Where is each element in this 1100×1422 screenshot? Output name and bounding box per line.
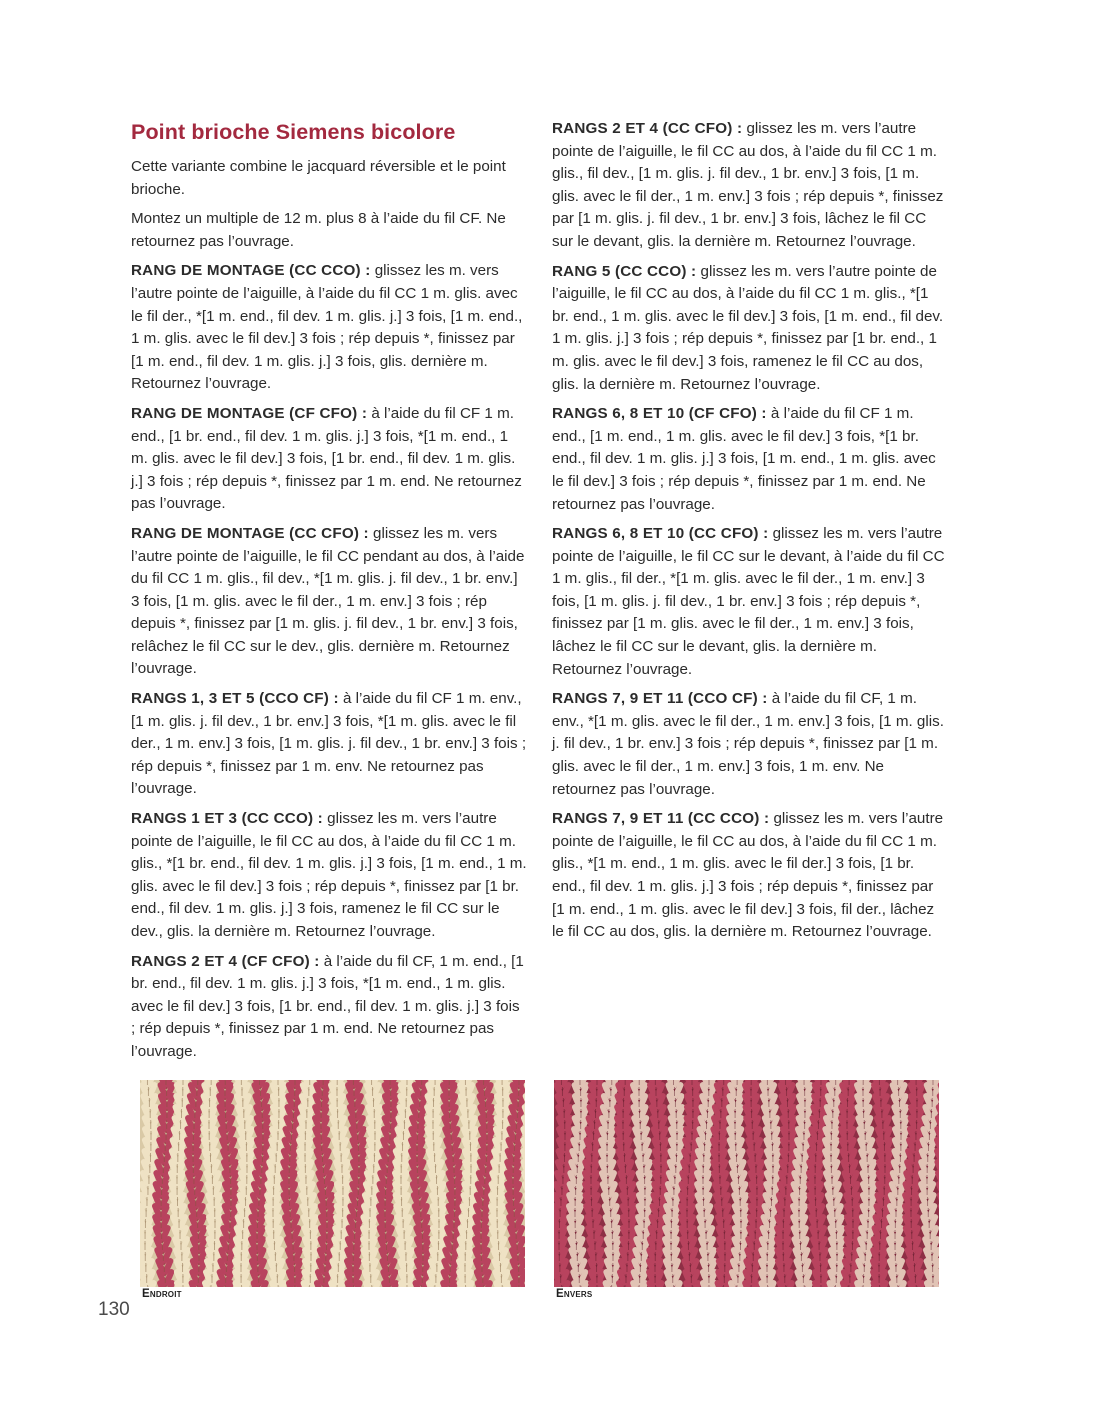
instruction-text: glissez les m. vers l’autre pointe de l’aiguille, à l’aide du fil CC 1 m. glis. avec le fil der., *[1 m. end., fil dev. 1 m. glis. j.] 3 fois, [1 m. end., 1 m. glis. avec le fil dev.] 3 fois ; rép depuis *, finissez par [1 m. end., fil dev. 1 m. glis. j.] 3 fois, glis. dernière m. Retournez l’ouvrage. [131, 262, 523, 393]
photo-endroit [140, 1080, 525, 1287]
instruction-text: glissez les m. vers l’autre pointe de l’aiguille, le fil CC au dos, à l’aide du fil CC 1 m. glis., *[1 br. end., fil dev. 1 m. glis. j.] 3 fois, [1 m. end., 1 m. glis. avec le fil dev.] 3 fois ; rép depuis *, finissez par [1 br. end., fil dev. 1 m. glis. j.] 3 fois, ramenez le fil CC sur le dev., glis. la dernière m. Retournez l’ouvrage. [131, 810, 527, 940]
instruction-text: glissez les m. vers l’autre pointe de l’aiguille, le fil CC au dos, à l’aide du fil CC 1 m. glis., *[1 m. end., 1 m. glis. avec le fil der.] 3 fois, [1 br. end., fil dev. 1 m. glis. j.] 3 fois ; rép depuis *, finissez par [1 m. end., 1 m. glis. avec le fil dev.] 3 fois, fil der., lâchez le fil CC au dos, glis. la dernière m. Retournez l’ouvrage. [552, 810, 944, 941]
instruction-text: à l’aide du fil CF 1 m. end., [1 m. end., 1 m. glis. avec le fil dev.] 3 fois, *[1 br. end., fil dev. 1 m. glis. j.] 3 fois, [1 m. end., 1 m. glis. avec le fil dev.] 3 fois ; rép depuis *, finissez par 1 m. end. Ne retournez pas l’ouvrage. [552, 405, 936, 513]
instruction-text: glissez les m. vers l’autre pointe de l’aiguille, le fil CC au dos, à l’aide du fil CC 1 m. glis., fil dev., [1 m. glis. j. fil dev., 1 br. env.] 3 fois, [1 m. glis. avec le fil der., 1 m. env.] 3 fois ; rép depuis *, finissez par [1 m. glis. j. fil dev., 1 br. env.] 3 fois, lâchez le fil CC sur le devant, glis. la dernière m. Retournez l’ouvrage. [552, 120, 944, 250]
caption-endroit: Endroit [142, 1288, 182, 1300]
row-heading: RANGS 6, 8 ET 10 (CF CFO) : [552, 405, 767, 423]
page-title: Point brioche Siemens bicolore [131, 120, 456, 144]
instruction-paragraph [131, 808, 527, 944]
row-heading: RANGS 7, 9 ET 11 (CCO CF) : [552, 690, 768, 708]
instruction-paragraph [131, 260, 527, 396]
knit-swatch-endroit-image [140, 1080, 525, 1287]
instruction-text: glissez les m. vers l’autre pointe de l’aiguille, le fil CC pendant au dos, à l’aide du fil CC 1 m. glis., fil dev., *[1 m. glis. j. fil dev., 1 br. env.] 3 fois, [1 m. glis. avec le fil der., 1 m. env.] 3 fois ; rép depuis *, finissez par [1 m. glis. j. fil dev., 1 br. env.] 3 fois, relâchez le fil CC sur le dev., glis. dernière m. Retournez l’ouvrage. [131, 524, 525, 678]
instruction-paragraph [552, 261, 948, 397]
caption-envers: Envers [556, 1288, 593, 1300]
row-heading: RANGS 6, 8 ET 10 (CC CFO) : [552, 525, 769, 543]
instruction-paragraph [131, 403, 527, 516]
instruction-text: à l’aide du fil CF 1 m. env., [1 m. glis. j. fil dev., 1 br. env.] 3 fois, *[1 m. glis. avec le fil der., 1 m. env.] 3 fois, [1 m. glis. j. fil dev., 1 br. env.] 3 fois ; rép depuis *, finissez par 1 m. env. Ne retournez pas l’ouvrage. [131, 690, 527, 798]
page-number: 130 [98, 1299, 130, 1320]
right-column [552, 118, 948, 951]
instruction-text: glissez les m. vers l’autre pointe de l’aiguille, le fil CC sur le devant, à l’aide du fil CC 1 m. glis., fil der., *[1 m. glis. avec le fil der., 1 m. env.] 3 fois, [1 m. glis. j. fil dev., 1 br. env.] 3 fois ; rép depuis *, finissez par [1 m. glis. avec le fil der., 1 m. env.] 3 fois, lâchez le fil CC sur le devant, glis. la dernière m. Retournez l’ouvrage. [552, 525, 945, 678]
row-heading: RANGS 1 ET 3 (CC CCO) : [131, 810, 323, 828]
instruction-paragraph [131, 523, 527, 681]
instruction-text: à l’aide du fil CF, 1 m. end., [1 br. end., fil dev. 1 m. glis. j.] 3 fois, *[1 m. end., 1 m. glis. avec le fil dev.] 3 fois, [1 br. end., fil dev. 1 m. glis. j.] 3 fois ; rép depuis *, finissez par 1 m. end. Ne retournez pas l’ouvrage. [131, 952, 524, 1060]
left-column [131, 118, 527, 1071]
instruction-paragraph [131, 208, 527, 253]
row-heading: RANG DE MONTAGE (CF CFO) : [131, 404, 368, 422]
row-heading: RANG 5 (CC CCO) : [552, 262, 697, 280]
instruction-text: Montez un multiple de 12 m. plus 8 à l’aide du fil CF. Ne retournez pas l’ouvrage. [131, 210, 506, 250]
instruction-text: à l’aide du fil CF, 1 m. env., *[1 m. glis. avec le fil der., 1 m. env.] 3 fois, [1 m. glis. j. fil dev., 1 br. env.] 3 fois ; rép depuis *, finissez par [1 m. glis. avec le fil der., 1 m. env.] 3 fois, 1 m. env. Ne retournez pas l’ouvrage. [552, 690, 944, 798]
instruction-paragraph [552, 808, 948, 944]
instruction-text: à l’aide du fil CF 1 m. end., [1 br. end., fil dev. 1 m. glis. j.] 3 fois, *[1 m. end., 1 m. glis. avec le fil dev.] 3 fois, [1 br. end., fil dev. 1 m. glis. j.] 3 fois ; rép depuis *, finissez par 1 m. end. Ne retournez pas l’ouvrage. [131, 404, 522, 513]
knit-swatch-envers-image [554, 1080, 939, 1287]
instruction-text: glissez les m. vers l’autre pointe de l’aiguille, le fil CC au dos, à l’aide du fil CC 1 m. glis., *[1 br. end., 1 m. glis. avec le fil dev.] 3 fois, [1 m. end., fil dev. 1 m. glis. j.] 3 fois ; rép depuis *, finissez par [1 br. end., 1 m. glis. avec le fil dev.] 3 fois, ramenez le fil CC au dos, glis. la dernière m. Retournez l’ouvrage. [552, 262, 944, 393]
photo-envers [554, 1080, 939, 1287]
instruction-paragraph [552, 403, 948, 516]
instruction-paragraph [131, 951, 527, 1064]
instruction-paragraph [131, 688, 527, 801]
right-paragraphs [552, 118, 948, 944]
row-heading: RANGS 7, 9 ET 11 (CC CCO) : [552, 810, 770, 828]
instruction-paragraph [552, 523, 948, 681]
row-heading: RANG DE MONTAGE (CC CCO) : [131, 262, 371, 280]
instruction-paragraph [552, 118, 948, 254]
instruction-paragraph [131, 156, 527, 201]
instruction-text: Cette variante combine le jacquard réversible et le point brioche. [131, 158, 506, 198]
row-heading: RANG DE MONTAGE (CC CFO) : [131, 524, 369, 542]
row-heading: RANGS 2 ET 4 (CC CFO) : [552, 120, 743, 137]
instruction-paragraph [552, 688, 948, 801]
row-heading: RANGS 1, 3 ET 5 (CCO CF) : [131, 690, 339, 708]
left-paragraphs [131, 156, 527, 1064]
row-heading: RANGS 2 ET 4 (CF CFO) : [131, 952, 320, 970]
